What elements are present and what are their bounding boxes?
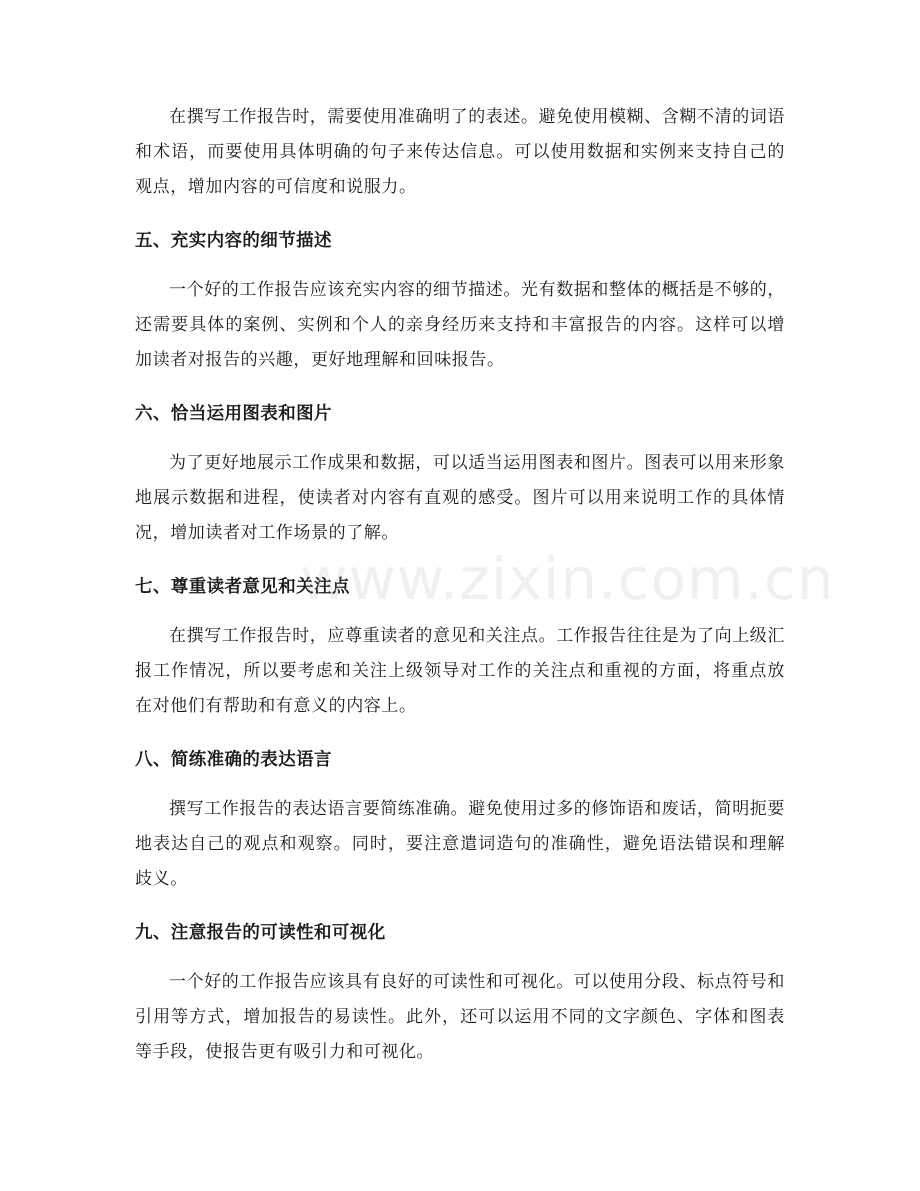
section-heading-7: 七、尊重读者意见和关注点 bbox=[135, 577, 350, 597]
section-heading-5: 五、充实内容的细节描述 bbox=[135, 231, 332, 251]
document-body bbox=[135, 100, 785, 1070]
paragraph-section-5: 一个好的工作报告应该充实内容的细节描述。光有数据和整体的概括是不够的，还需要具体的案例、实例和个人的亲身经历来支持和丰富报告的内容。这样可以增加读者对报告的兴趣，更好地理解和回味报告。 bbox=[135, 280, 785, 370]
section-heading-8: 八、简练准确的表达语言 bbox=[135, 750, 332, 770]
section-heading-6: 六、恰当运用图表和图片 bbox=[135, 404, 332, 424]
paragraph-section-9: 一个好的工作报告应该具有良好的可读性和可视化。可以使用分段、标点符号和引用等方式，增加报告的易读性。此外，还可以运用不同的文字颜色、字体和图表等手段，使报告更有吸引力和可视化。 bbox=[135, 972, 785, 1062]
paragraph-section-7: 在撰写工作报告时，应尊重读者的意见和关注点。工作报告往往是为了向上级汇报工作情况，所以要考虑和关注上级领导对工作的关注点和重视的方面，将重点放在对他们有帮助和有意义的内容上。 bbox=[135, 626, 785, 716]
paragraph-section-6: 为了更好地展示工作成果和数据，可以适当运用图表和图片。图表可以用来形象地展示数据和进程，使读者对内容有直观的感受。图片可以用来说明工作的具体情况，增加读者对工作场景的了解。 bbox=[135, 453, 785, 543]
paragraph-section-8: 撰写工作报告的表达语言要简练准确。避免使用过多的修饰语和废话，简明扼要地表达自己的观点和观察。同时，要注意遣词造句的准确性，避免语法错误和理解歧义。 bbox=[135, 799, 785, 889]
watermark: www.zixin.com.cn bbox=[300, 545, 835, 613]
section-heading-9: 九、注意报告的可读性和可视化 bbox=[135, 923, 386, 943]
paragraph-clear-expression: 在撰写工作报告时，需要使用准确明了的表述。避免使用模糊、含糊不清的词语和术语，而要使用具体明确的句子来传达信息。可以使用数据和实例来支持自己的观点，增加内容的可信度和说服力。 bbox=[135, 107, 785, 197]
